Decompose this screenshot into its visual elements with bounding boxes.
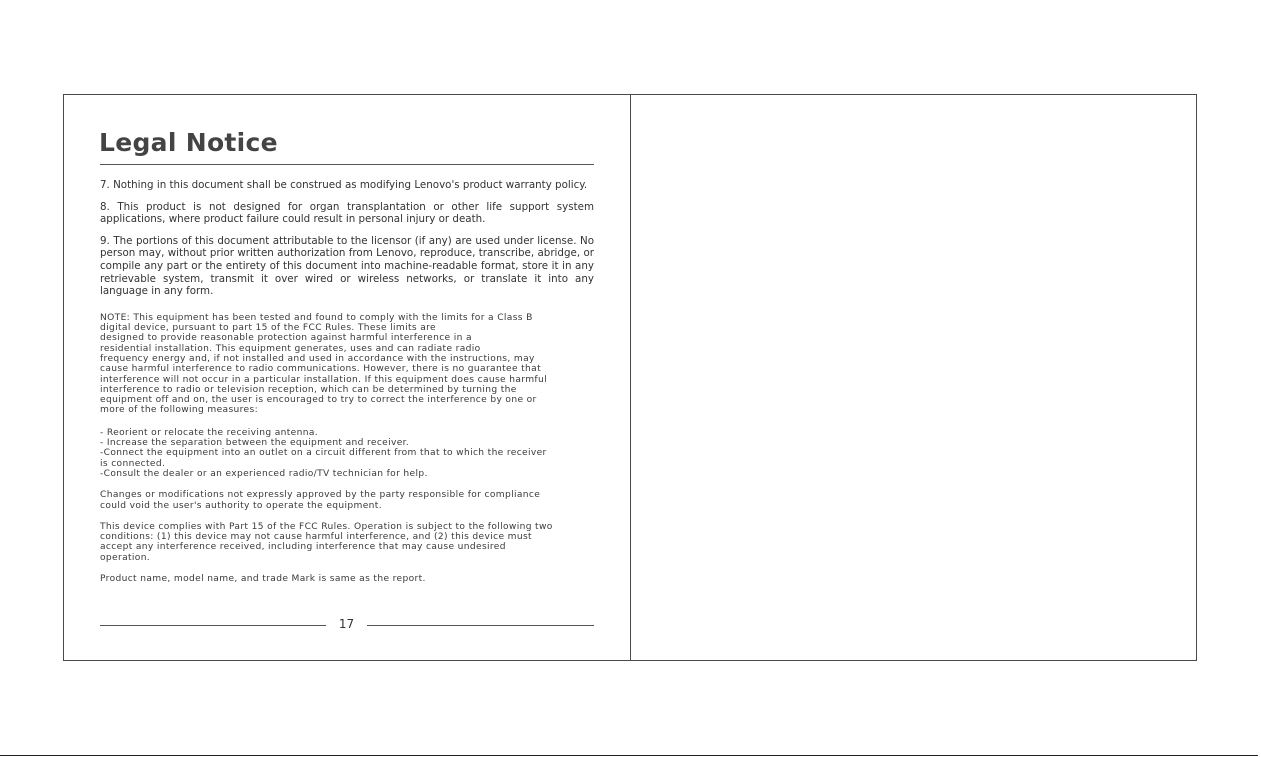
fcc-measures: - Reorient or relocate the receiving antenna. - Increase the separation between the equipment and receiver. -Connect the equipment into an outlet on a circuit different from that to which the receiver is connected. -Consult the dealer or an experienced radio/TV technician for help.: [100, 427, 547, 479]
fcc-changes: Changes or modifications not expressly approved by the party responsible for compliance could void the user's authority to operate the equipment.: [100, 490, 541, 511]
bottom-edge-line: [0, 755, 1258, 756]
page-title: Legal Notice: [99, 128, 278, 157]
body-text: [100, 179, 594, 584]
paragraph-9: 9. The portions of this document attributable to the licensor (if any) are used under license. No person may, without prior written authorization from Lenovo, reproduce, transcribe, abridge, or compile any part or the entirety of this document into machine-readable format, store it in any retrievable system, transmit it over wired or wireless networks, or translate it into any language in any form.: [100, 234, 594, 298]
footer-rule-right: [367, 625, 594, 626]
fcc-note: NOTE: This equipment has been tested and found to comply with the limits for a Class B digital device, pursuant to part 15 of the FCC Rules. These limits are designed to provide reasonable protection against harmful interference in a residential installation. This equipment generates, uses and can radiate radio frequency energy and, if not installed and used in accordance with the instructions, may cause harmful interference to radio communications. However, there is no guarantee that interference will not occur in a particular installation. If this equipment does cause harmful interference to radio or television reception, which can be determined by turning the equipment off and on, the user is encouraged to try to correct the interference by one or more of the following measures:: [100, 312, 547, 416]
paragraph-7: 7. Nothing in this document shall be construed as modifying Lenovo's product warranty policy.: [100, 179, 588, 191]
page-divider: [630, 95, 631, 660]
page-footer: [100, 617, 594, 633]
footer-rule-left: [100, 625, 326, 626]
fcc-compliance: This device complies with Part 15 of the FCC Rules. Operation is subject to the following two conditions: (1) this device may not cause harmful interference, and (2) this device must accept any interference received, including interference that may cause undesired operation.: [100, 521, 553, 563]
paragraph-8: 8. This product is not designed for organ transplantation or other life support system applications, where product failure could result in personal injury or death.: [100, 200, 594, 226]
document-spread: [63, 94, 1197, 661]
page-number: 17: [338, 617, 355, 631]
title-rule: [100, 164, 594, 165]
product-note: Product name, model name, and trade Mark is same as the report.: [100, 573, 426, 584]
left-page: [100, 95, 594, 660]
